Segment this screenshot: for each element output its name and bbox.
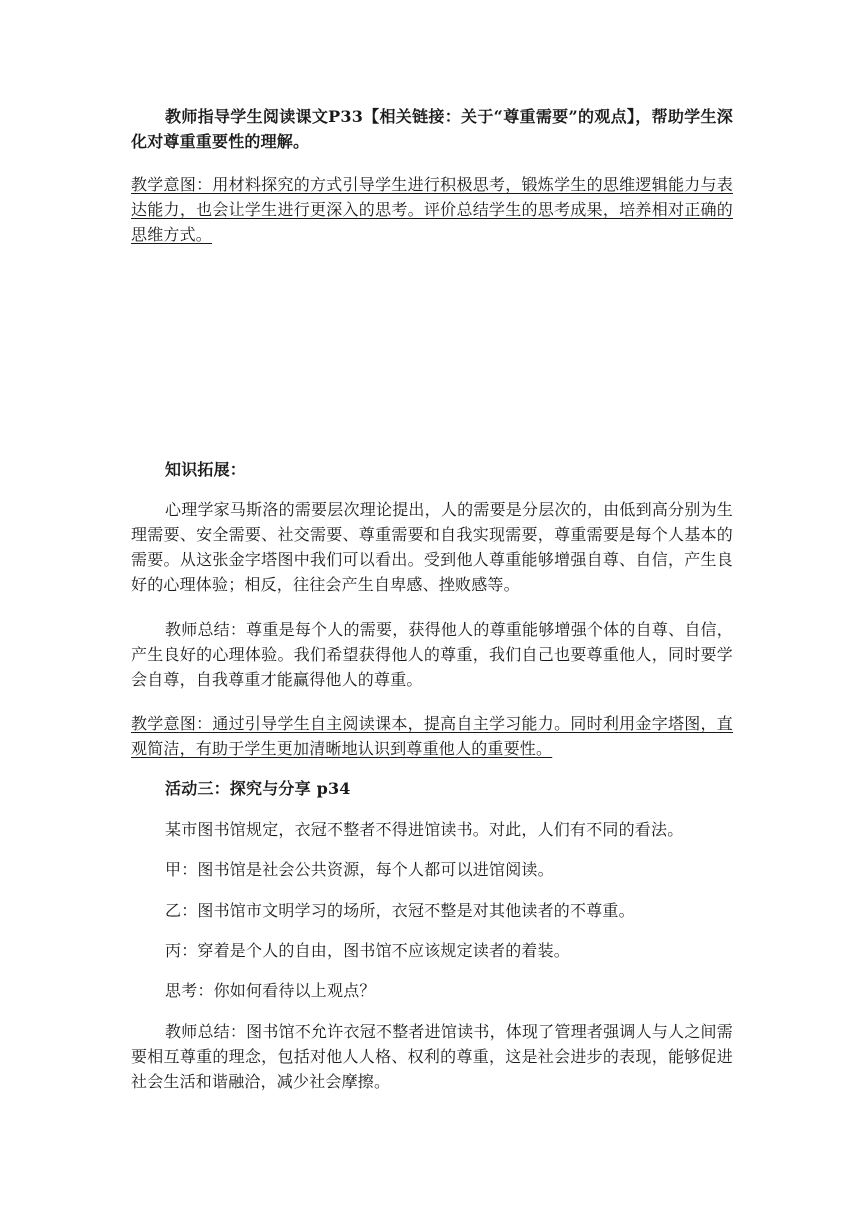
opinion-yi: 乙：图书馆市文明学习的场所，衣冠不整是对其他读者的不尊重。 <box>165 901 635 920</box>
maslow-paragraph: 心理学家马斯洛的需要层次理论提出，人的需要是分层次的，由低到高分别为生理需要、安全需要、社交需要、尊重需要和自我实现需要，尊重需要是每个人基本的需要。从这张金字塔图中我们可以看出。受到他人尊重能够增强自尊、自信，产生良好的心理体验；相反，往往会产生自卑感、挫败感等。 <box>131 500 733 594</box>
activity-three-heading: 活动三：探究与分享 p34 <box>165 779 351 798</box>
reading-instruction: 教师指导学生阅读课文P33【相关链接：关于“尊重需要”的观点】，帮助学生深化对尊重重要性的理解。 <box>131 107 733 151</box>
teacher-summary-2: 教师总结：图书馆不允许衣冠不整者进馆读书，体现了管理者强调人与人之间需要相互尊重的理念，包括对他人人格、权利的尊重，这是社会进步的表现，能够促进社会生活和谐融洽，减少社会摩擦。 <box>131 1022 733 1091</box>
opinion-bing: 丙：穿着是个人的自由，图书馆不应该规定读者的着装。 <box>165 941 571 960</box>
teaching-intent-1: 教学意图：用材料探究的方式引导学生进行积极思考，锻炼学生的思维逻辑能力与表达能力，也会让学生进行更深入的思考。评价总结学生的思考成果，培养相对正确的思维方式。 <box>131 175 733 244</box>
thinking-question: 思考：你如何看待以上观点？ <box>165 981 376 1000</box>
knowledge-extension-heading: 知识拓展： <box>165 460 247 479</box>
teaching-intent-2: 教学意图：通过引导学生自主阅读课本，提高自主学习能力。同时利用金字塔图，直观简洁，有助于学生更加清晰地认识到尊重他人的重要性。 <box>131 714 733 758</box>
teacher-summary-1: 教师总结：尊重是每个人的需要，获得他人的尊重能够增强个体的自尊、自信，产生良好的心理体验。我们希望获得他人的尊重，我们自己也要尊重他人，同时要学会自尊，自我尊重才能赢得他人的尊重。 <box>131 620 733 689</box>
opinion-jia: 甲：图书馆是社会公共资源，每个人都可以进馆阅读。 <box>165 860 554 879</box>
library-rule: 某市图书馆规定，衣冠不整者不得进馆读书。对此，人们有不同的看法。 <box>165 820 684 839</box>
